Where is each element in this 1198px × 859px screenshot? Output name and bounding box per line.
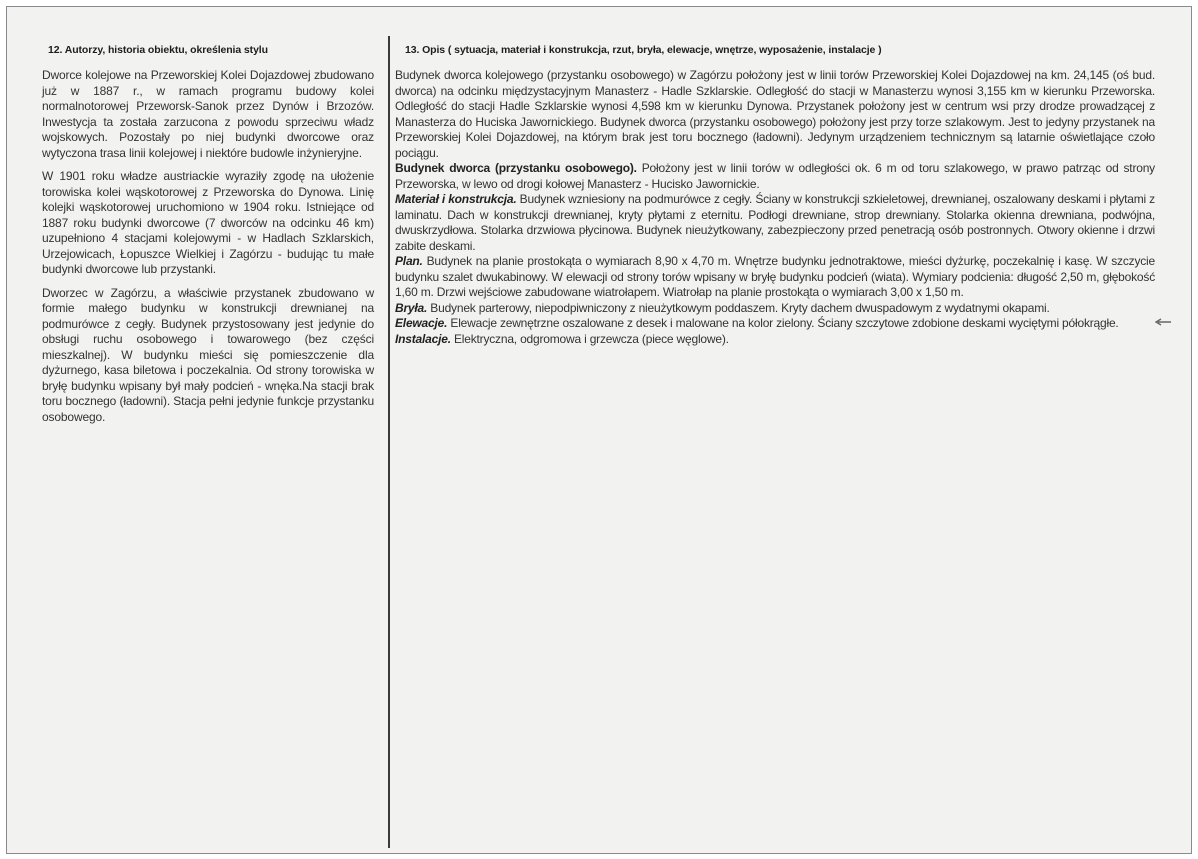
section-13-heading: 13. Opis ( sytuacja, materiał i konstrukcja, rzut, bryła, elewacje, wnętrze, wyposażenie, instalacje )	[405, 44, 882, 56]
item-text: Budynek na planie prostokąta o wymiarach 8,90 x 4,70 m. Wnętrze budynku jednotraktowe, mieści dyżurkę, poczekalnię i kasę. W szczycie budynku szalet dwukabinowy. W elewacji od strony torów wpisany w bryłę budynku podcień (wiata). Wymiary podcienia: długość 2,50 m, głębokość 1,60 m. Drzwi wejściowe zabudowane wiatrołapem. Wiatrołap na planie prostokąta o wymiarach 3,00 x 1,50 m.	[395, 254, 1155, 299]
item-label: Materiał i konstrukcja.	[395, 192, 517, 206]
section-13-item	[395, 161, 1155, 192]
section-13-item	[395, 254, 1155, 301]
item-text: Elektryczna, odgromowa i grzewcza (piece węglowe).	[450, 331, 729, 346]
section-13-intro: Budynek dworca kolejowego (przystanku osobowego) w Zagórzu położony jest w linii torów Przeworskiej Kolei Dojazdowej na km. 24,145 (oś bud. dworca) na odcinku międzystacyjnym Manasterz - Hadle Szklarskie. Odległość do stacji w Manasterzu wynosi 3,155 km w kierunku Przeworska. Odległość do stacji Hadle Szklarskie wynosi 4,598 km w kierunku Dynowa. Przystanek położony jest w centrum wsi przy drodze prowadzącej z Manasterza do Huciska Jawornickiego. Budynek dworca (przystanku osobowego) położony jest przy torze szlakowym. Jest to jedyny przystanek na Przeworskiej Kolei Dojazdowej, na którym brak jest toru bocznego (ładowni). Jedynym urządzeniem technicznym są latarnie oświetlające czoło pociągu.	[395, 68, 1155, 160]
item-label: Plan.	[395, 254, 423, 268]
item-text: Położony jest w linii torów w odległości ok. 6 m od toru szlakowego, w prawo patrząc od strony Przeworska, w lewo od drogi kołowej Manasterz - Hucisko Jawornickie.	[395, 161, 1155, 191]
section-13-item	[395, 301, 1155, 317]
section-13-item	[395, 332, 1155, 348]
section-13-column	[395, 44, 1155, 347]
section-12-column	[38, 44, 374, 433]
section-13-item	[395, 192, 1155, 254]
section-12-paragraph: Dworce kolejowe na Przeworskiej Kolei Dojazdowej zbudowano już w 1887 r., w ramach programu budowy kolei normalnotorowej Przeworsk-Sanok przez Dynów i Brzozów. Inwestycja ta została zarzucona z powodu sprzeciwu władz wojskowych. Pozostały po niej budynki dworcowe oraz wytyczona trasa linii kolejowej i niektóre budowle inżynieryjne.	[42, 68, 374, 160]
item-label: Bryła.	[395, 300, 428, 315]
item-text: Budynek parterowy, niepodpiwniczony z nieużytkowym poddaszem. Kryty dachem dwuspadowym z wydatnymi okapami.	[427, 300, 1050, 315]
item-text: Elewacje zewnętrzne oszalowane z desek i malowane na kolor zielony. Ściany szczytowe zdobione deskami wyciętymi półokrągłe.	[447, 316, 1119, 330]
item-label: Instalacje.	[395, 331, 451, 346]
column-divider	[388, 36, 390, 848]
item-text: Budynek wzniesiony na podmurówce z cegły. Ściany w konstrukcji szkieletowej, drewnianej, oszalowany deskami i płytami z laminatu. Dach w konstrukcji drewnianej, kryty płytami z eternitu. Podłogi drewniane, strop drewniany. Stolarka okienna drewniana, podwójna, dwuskrzydłowa. Stolarka drzwiowa płycinowa. Budynek nieużytkowany, zabezpieczony przed penetracją osób postronnych. Otwory okienne i drzwi zabite deskami.	[395, 192, 1155, 253]
section-12-paragraph: Dworzec w Zagórzu, a właściwie przystanek zbudowano w formie małego budynku w konstrukcji drewnianej na podmurówce z cegły. Budynek przystosowany jest jedynie do obsługi ruchu osobowego i towarowego (bez części mieszkalnej). W budynku mieści się pomieszczenie dla dyżurnego, kasa biletowa i poczekalnia. Od strony torowiska w bryłę budynku wpisany był mały podcień - wnęka.Na stacji brak toru bocznego (ładowni). Stacja pełni jedynie funkcje przystanku osobowego.	[42, 285, 374, 424]
margin-arrow-icon	[1154, 318, 1172, 326]
item-label: Budynek dworca (przystanku osobowego).	[395, 161, 637, 175]
section-12-heading: 12. Autorzy, historia obiektu, określenia stylu	[48, 44, 268, 56]
section-12-paragraph: W 1901 roku władze austriackie wyraziły zgodę na ułożenie torowiska kolei wąskotorowej z Przeworska do Dynowa. Linię kolejki wąskotorowej uruchomiono w 1904 roku. Istniejące od 1887 roku budynki dworcowe (7 dworców na odcinku 46 km) uzupełniono 4 stacjami kolejowymi - w Hadlach Szklarskich, Urzejowicach, Łopuszce Wielkiej i Zagórzu - budując tu małe budynki dworcowe lub przystanki.	[42, 169, 374, 276]
section-13-item	[395, 316, 1155, 332]
item-label: Elewacje.	[395, 316, 448, 330]
